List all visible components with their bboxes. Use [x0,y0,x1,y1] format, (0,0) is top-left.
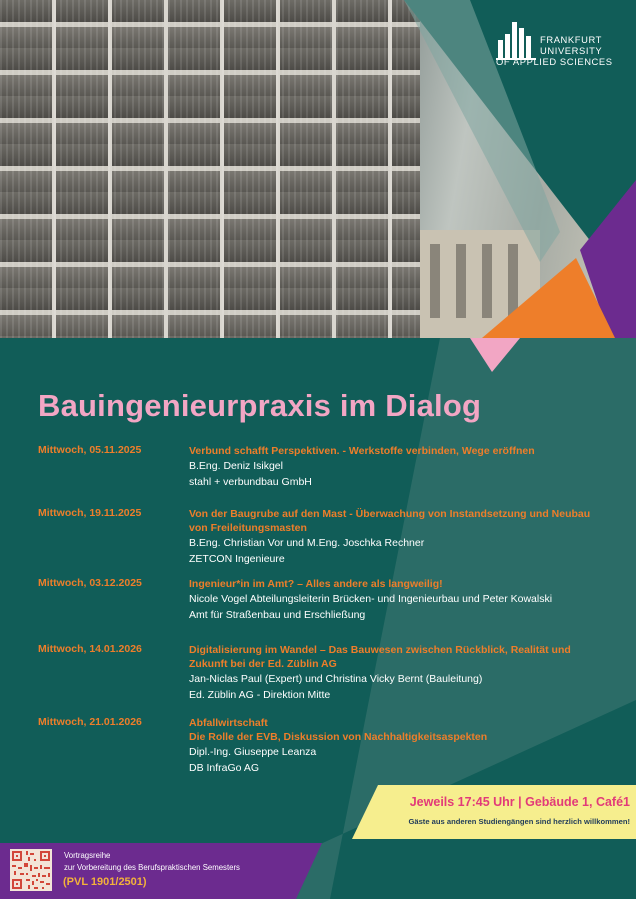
event-date: Mittwoch, 14.01.2026 [38,643,142,655]
event-topic: Von der Baugrube auf den Mast - Überwachung von Instandsetzung und Neubau von Freileitungsmasten [189,508,591,534]
logo-line-3: OF APPLIED SCIENCES [496,56,613,67]
event-body [189,716,609,776]
footer-series-label: Vortragsreihe [64,851,111,860]
event-company: Amt für Straßenbau und Erschließung [189,609,366,621]
event-body [189,444,609,490]
event-topic: Verbund schafft Perspektiven. - Werkstoffe verbinden, Wege eröffnen [189,445,535,457]
event-speaker: B.Eng. Deniz Isikgel [189,460,283,472]
event-speaker: Dipl.-Ing. Giuseppe Leanza [189,746,317,758]
logo-text [496,34,613,67]
event-topic: Digitalisierung im Wandel – Das Bauwesen zwischen Rückblick, Realität und Zukunft bei der Ed. Züblin AG [189,644,571,670]
event-date: Mittwoch, 03.12.2025 [38,577,142,589]
footer-series-subtitle: zur Vorbereitung des Berufspraktischen Semesters [64,863,240,872]
event-speaker: B.Eng. Christian Vor und M.Eng. Joschka Rechner [189,537,425,549]
event-body [189,507,609,567]
footer-pvl-code: (PVL 1901/2501) [63,876,147,888]
banner-time-location: Jeweils 17:45 Uhr | Gebäude 1, Café1 [409,795,630,809]
banner-guests-note: Gäste aus anderen Studiengängen sind herzlich willkommen! [408,817,630,826]
time-location-banner [350,785,636,839]
event-company: ZETCON Ingenieure [189,553,285,565]
event-body [189,577,609,623]
event-topic: Abfallwirtschaft [189,717,268,729]
event-date: Mittwoch, 19.11.2025 [38,507,142,519]
event-company: stahl + verbundbau GmbH [189,476,312,488]
event-speaker: Nicole Vogel Abteilungsleiterin Brücken- und Ingenieurbau und Peter Kowalski [189,593,553,605]
event-company: Ed. Züblin AG - Direktion Mitte [189,689,331,701]
event-body [189,643,609,703]
event-company: DB InfraGo AG [189,762,260,774]
event-speaker: Jan-Niclas Paul (Expert) und Christina Vicky Bernt (Bauleitung) [189,673,483,685]
logo-line-2: UNIVERSITY [540,45,603,56]
event-date: Mittwoch, 05.11.2025 [38,444,142,456]
qr-code-icon[interactable] [10,849,52,891]
page-title: Bauingenieurpraxis im Dialog [38,388,482,423]
university-logo[interactable] [496,18,616,74]
logo-bars-icon [496,20,536,60]
event-date: Mittwoch, 21.01.2026 [38,716,142,728]
event-topic-subtitle: Die Rolle der EVB, Diskussion von Nachhaltigkeitsaspekten [189,731,488,743]
logo-line-1: FRANKFURT [540,34,602,45]
footer [0,841,322,899]
event-topic: Ingenieur*in im Amt? – Alles andere als langweilig! [189,578,443,590]
